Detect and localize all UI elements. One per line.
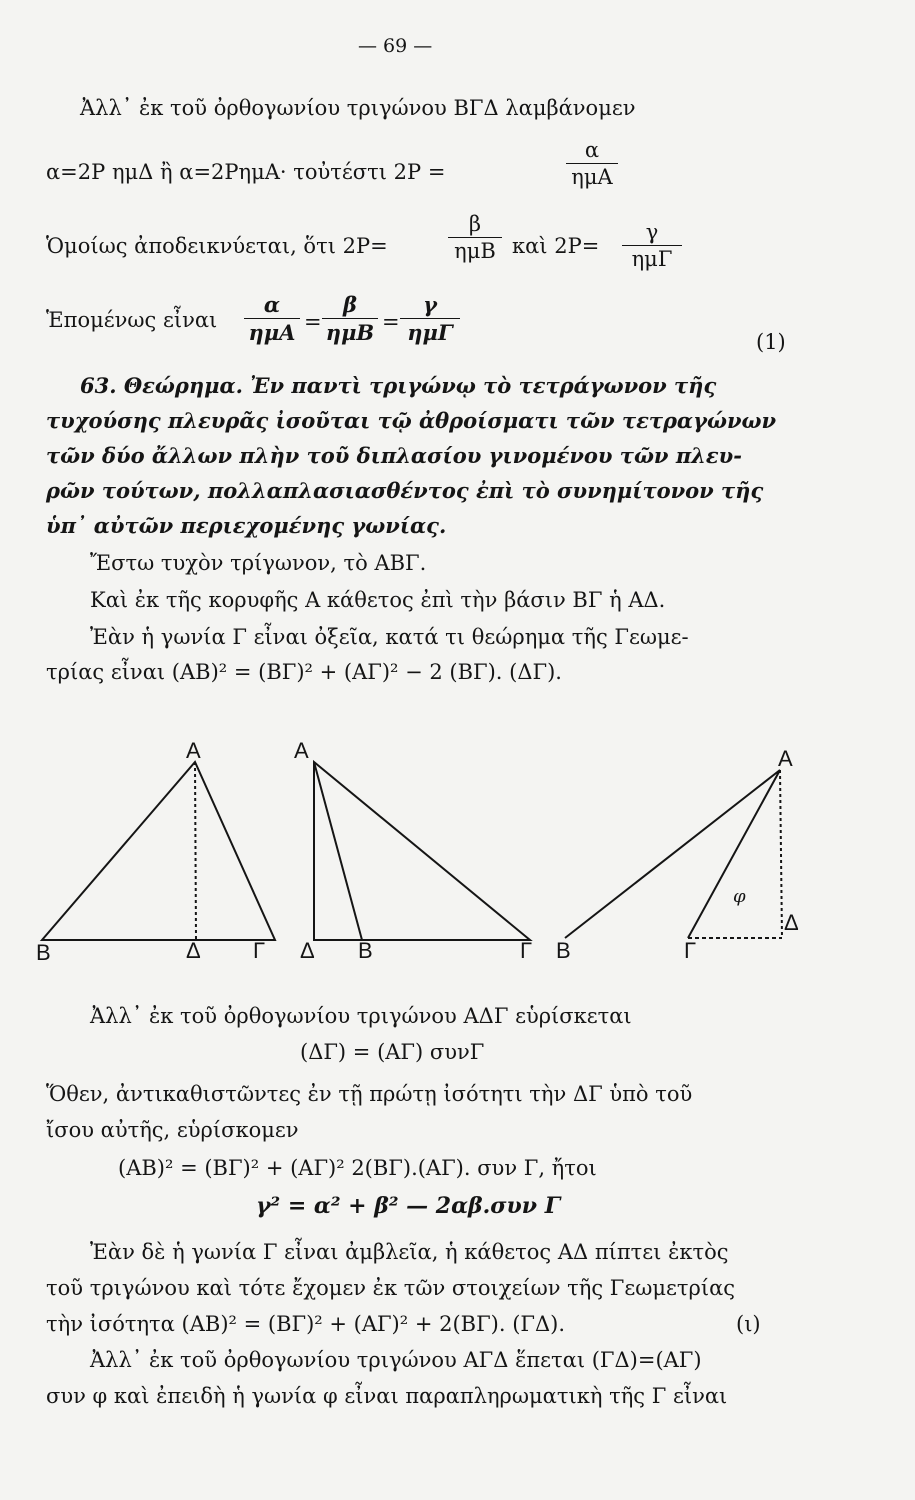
text-line: καὶ 2Ρ= (512, 234, 600, 258)
fraction-g-over-sinG (400, 292, 460, 345)
label-B: Β (36, 940, 51, 965)
fraction-b-over-sinB (322, 292, 378, 345)
numerator: α (584, 138, 600, 162)
fraction-bar (244, 318, 300, 319)
triangle-right (314, 762, 530, 940)
theorem-line: 63. Θεώρημα. Ἐν παντὶ τριγώνῳ τὸ τετράγωνον τῆς (80, 373, 717, 398)
equation-number: (1) (756, 330, 786, 354)
numerator: α (263, 292, 281, 317)
label-A: Α (294, 740, 309, 763)
text-line: Ἐὰν δὲ ἡ γωνία Γ εἶναι ἀμβλεῖα, ἡ κάθετος ΑΔ πίπτει ἐκτὸς (90, 1240, 729, 1264)
text-line: τρίας εἶναι (ΑΒ)² = (ΒΓ)² + (ΑΓ)² − 2 (ΒΓ). (ΔΓ). (46, 660, 562, 684)
theorem-line: ὑπ᾽ αὐτῶν περιεχομένης γωνίας. (46, 513, 447, 538)
text-line: Ὅθεν, ἀντικαθιστῶντες ἐν τῇ πρώτῃ ἰσότητι τὴν ΔΓ ὑπὸ τοῦ (46, 1082, 693, 1106)
fraction-a-over-sinA (566, 138, 618, 189)
denominator: ημΓ (631, 247, 673, 271)
label-D: Δ (300, 938, 315, 963)
text-line: συν φ καὶ ἐπειδὴ ἡ γωνία φ εἶναι παραπληρωματικὴ τῆς Γ εἶναι (46, 1384, 728, 1408)
text-line: Ἀλλ᾽ ἐκ τοῦ ὀρθογωνίου τριγώνου ΑΓΔ ἕπεται (ΓΔ)=(ΑΓ) (90, 1348, 702, 1372)
numerator: β (468, 212, 482, 236)
fraction-bar (622, 245, 682, 246)
text-line: τοῦ τριγώνου καὶ τότε ἔχομεν ἐκ τῶν στοιχείων τῆς Γεωμετρίας (46, 1276, 736, 1300)
numerator: γ (645, 220, 659, 244)
fraction-bar (322, 318, 378, 319)
altitude-outside (780, 770, 782, 938)
label-phi: φ (733, 886, 746, 907)
denominator: ημΑ (248, 320, 296, 345)
theorem-line: ρῶν τούτων, πολλαπλασιασθέντος ἐπὶ τὸ συνημίτονον τῆς (46, 478, 764, 503)
fraction-g-over-sinG (622, 220, 682, 271)
numerator: β (343, 292, 357, 317)
fraction-bar (400, 318, 460, 319)
text-line: Ἀλλ᾽ ἐκ τοῦ ὀρθογωνίου τριγώνου ΑΔΓ εὑρίσκεται (90, 1004, 632, 1028)
fraction-b-over-sinB (448, 212, 502, 263)
denominator: ημΑ (571, 165, 613, 189)
fraction-bar (448, 237, 502, 238)
page-number: — 69 — (358, 35, 433, 57)
equals-sign: = (382, 310, 400, 334)
equation-line: (ΑΒ)² = (ΒΓ)² + (ΑΓ)² 2(ΒΓ).(ΑΓ). συν Γ, ἤτοι (118, 1156, 597, 1180)
text-line: Ἔστω τυχὸν τρίγωνον, τὸ ΑΒΓ. (90, 551, 427, 575)
denominator: ημΒ (325, 320, 375, 345)
label-A: Α (186, 740, 201, 763)
triangle-acute (42, 762, 275, 940)
label-D: Δ (186, 938, 201, 963)
side-ab (314, 762, 362, 940)
altitude-line (195, 762, 196, 940)
text-line: Ἑπομένως εἶναι (46, 308, 218, 332)
label-B: Β (358, 938, 373, 963)
theorem-line: τῶν δύο ἄλλων πλὴν τοῦ διπλασίου γινομένου τῶν πλευ- (46, 443, 742, 468)
text-line: α=2Ρ ημΔ ἢ α=2ΡημΑ· τοὐτέστι 2Ρ = (46, 160, 446, 184)
text-line: Ἀλλ᾽ ἐκ τοῦ ὀρθογωνίου τριγώνου ΒΓΔ λαμβάνομεν (80, 96, 636, 120)
label-G: Γ (684, 938, 697, 963)
label-G: Γ (520, 938, 533, 963)
text-line: Καὶ ἐκ τῆς κορυφῆς Α κάθετος ἐπὶ τὴν βάσιν ΒΓ ἡ ΑΔ. (90, 588, 666, 612)
denominator: ημΓ (407, 320, 453, 345)
fraction-bar (566, 163, 618, 164)
text-line: Ὁμοίως ἀποδεικνύεται, ὅτι 2Ρ= (46, 234, 388, 258)
denominator: ημΒ (454, 239, 496, 263)
label-D: Δ (784, 910, 799, 935)
equation-number: (ι) (736, 1312, 761, 1336)
text-line: ἴσου αὐτῆς, εὑρίσκομεν (46, 1118, 299, 1142)
triangle-obtuse (565, 770, 780, 938)
triangle-figure (0, 740, 915, 975)
label-B: Β (556, 938, 571, 963)
theorem-line: τυχούσης πλευρᾶς ἰσοῦται τῷ ἀθροίσματι τῶν τετραγώνων (46, 408, 777, 433)
label-A: Α (778, 746, 793, 771)
equals-sign: = (304, 310, 322, 334)
numerator: γ (423, 292, 437, 317)
equation-line: (ΔΓ) = (ΑΓ) συνΓ (300, 1040, 485, 1064)
law-of-cosines: γ² = α² + β² — 2αβ.συν Γ (256, 1193, 561, 1219)
text-line: Ἐὰν ἡ γωνία Γ εἶναι ὀξεῖα, κατά τι θεώρημα τῆς Γεωμε- (90, 625, 689, 649)
label-G: Γ (253, 938, 266, 963)
fraction-a-over-sinA (244, 292, 300, 345)
equation-line: τὴν ἰσότητα (ΑΒ)² = (ΒΓ)² + (ΑΓ)² + 2(ΒΓ). (ΓΔ). (46, 1312, 566, 1336)
